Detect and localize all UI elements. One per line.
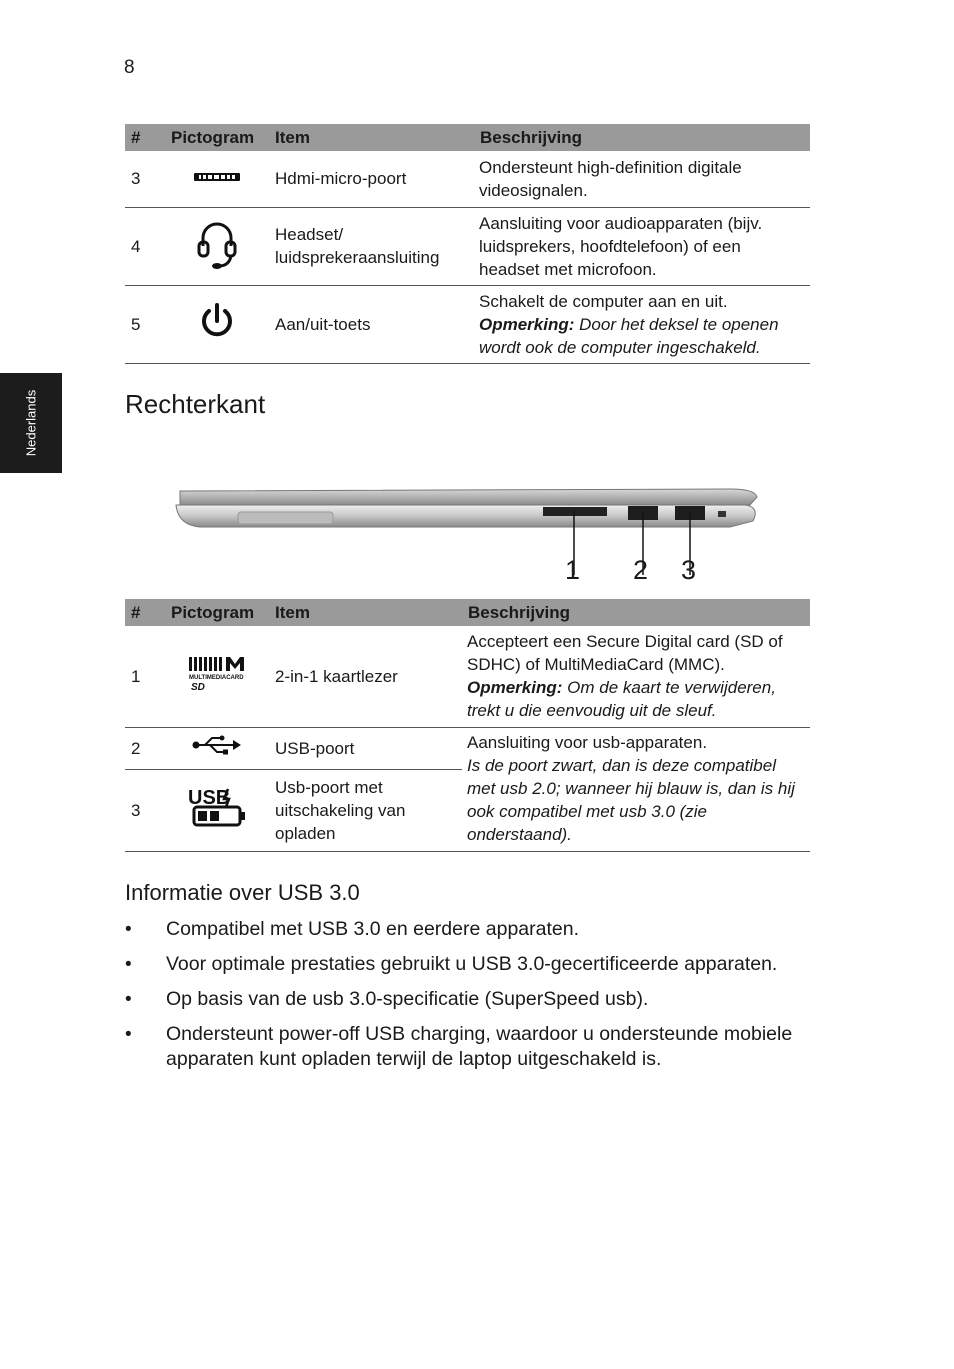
headset-icon xyxy=(193,216,241,270)
language-side-tab xyxy=(0,373,62,473)
header-desc: Beschrijving xyxy=(462,599,810,626)
header-icon: Pictogram xyxy=(165,124,269,151)
section-title-rechterkant: Rechterkant xyxy=(125,389,266,419)
table-row xyxy=(125,207,810,285)
language-label: Nederlands xyxy=(23,389,39,457)
header-num: # xyxy=(125,599,165,626)
laptop-right-side-view xyxy=(170,455,770,585)
table-row xyxy=(125,151,810,207)
table-row xyxy=(125,727,810,769)
row-item: Hdmi-micro-poort xyxy=(269,151,474,207)
row-num: 1 xyxy=(125,626,165,727)
header-item: Item xyxy=(269,599,462,626)
callout-3: 3 xyxy=(681,555,697,585)
usb-label: USB xyxy=(188,787,231,809)
page-number: 8 xyxy=(124,57,135,78)
sd-label: SD xyxy=(191,682,205,694)
shared-desc-italic: Is de poort zwart, dan is deze compatibel met usb 2.0; wanneer hij blauw is, dan is hij ook compatibel met usb 3.0 (zie onderstaand). xyxy=(467,755,795,844)
note-text: Om de kaart te verwijderen, trekt u die eenvoudig uit de sleuf. xyxy=(467,678,776,721)
row-item: Usb-poort met uitschakeling van opladen xyxy=(269,769,462,851)
header-icon: Pictogram xyxy=(165,599,269,626)
row-num: 3 xyxy=(125,769,165,851)
row-num: 2 xyxy=(125,727,165,769)
mmc-label: MULTIMEDIACARD xyxy=(189,675,244,682)
usb-charging-icon xyxy=(184,785,250,829)
ports-table-left xyxy=(125,124,810,364)
row-item: 2-in-1 kaartlezer xyxy=(269,626,462,727)
note-label: Opmerking: xyxy=(467,678,563,698)
section-title-usb-info: Informatie over USB 3.0 xyxy=(125,880,360,905)
ports-table-right xyxy=(125,599,810,852)
row-item: Aan/uit-toets xyxy=(269,285,474,363)
row-num: 5 xyxy=(125,285,165,363)
table-row xyxy=(125,626,810,727)
note-label: Opmerking: xyxy=(479,314,575,334)
shared-desc: Aansluiting voor usb-apparaten. xyxy=(467,732,708,752)
row-desc: Ondersteunt high-definition digitale videosignalen. xyxy=(474,151,810,207)
row-item: Headset/ luidsprekeraansluiting xyxy=(269,207,474,285)
callout-2: 2 xyxy=(633,555,649,585)
callout-1: 1 xyxy=(565,555,581,585)
header-num: # xyxy=(125,124,165,151)
list-item: • Voor optimale prestaties gebruikt u USB 3.0-gecertificeerde apparaten. xyxy=(125,952,815,977)
table-row xyxy=(125,285,810,363)
list-item: • Op basis van de usb 3.0-specificatie (SuperSpeed usb). xyxy=(125,987,815,1012)
row-desc: Aansluiting voor audioapparaten (bijv. luidsprekers, hoofdtelefoon) of een headset met microfoon. xyxy=(474,207,810,285)
header-desc: Beschrijving xyxy=(474,124,810,151)
card-reader-icon xyxy=(185,653,249,693)
row-desc: Accepteert een Secure Digital card (SD of SDHC) of MultiMediaCard (MMC). xyxy=(467,632,783,675)
header-item: Item xyxy=(269,124,474,151)
list-item: • Compatibel met USB 3.0 en eerdere apparaten. xyxy=(125,917,815,942)
row-desc: Schakelt de computer aan en uit. xyxy=(479,291,728,311)
table-header-row xyxy=(125,599,810,626)
usb-icon xyxy=(191,733,243,757)
hdmi-icon xyxy=(192,170,242,184)
power-icon xyxy=(197,301,237,341)
row-item: USB-poort xyxy=(269,727,462,769)
row-num: 3 xyxy=(125,151,165,207)
list-item: • Ondersteunt power-off USB charging, waardoor u ondersteunde mobiele apparaten kunt opladen terwijl de laptop uitgeschakeld is. xyxy=(125,1022,815,1072)
table-header-row xyxy=(125,124,810,151)
row-num: 4 xyxy=(125,207,165,285)
note-text: Door het deksel te openen wordt ook de computer ingeschakeld. xyxy=(479,314,779,357)
usb-info-list xyxy=(125,917,815,1082)
